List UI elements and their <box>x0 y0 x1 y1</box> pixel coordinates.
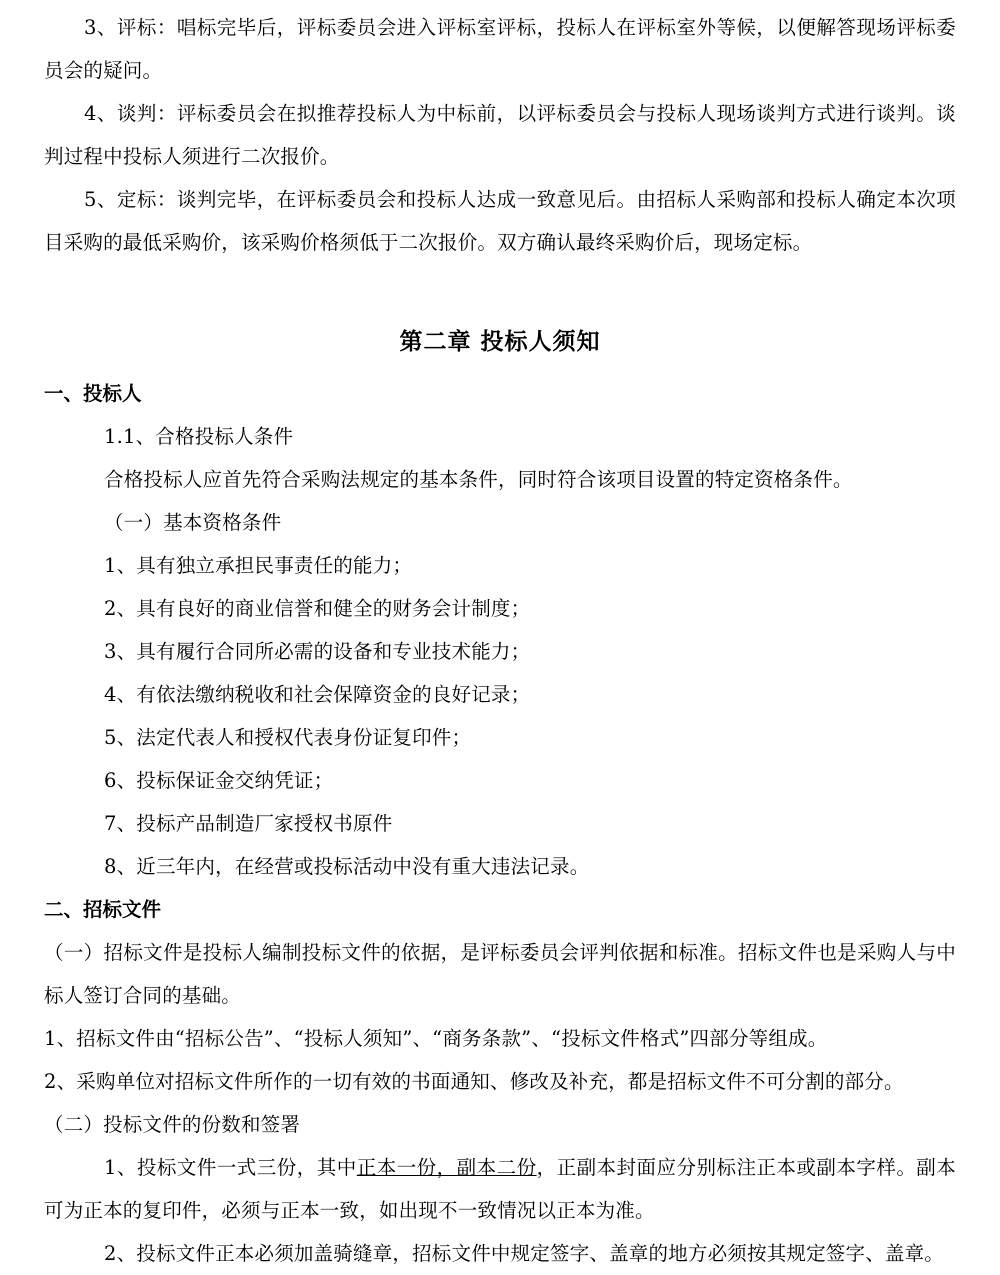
clause-basic-6: 6、投标保证金交纳凭证； <box>104 769 334 792</box>
clause-qualified-bidder: 合格投标人应首先符合采购法规定的基本条件，同时符合该项目设置的特定资格条件。 <box>104 468 853 491</box>
clause-copies-1 <box>44 1146 956 1232</box>
clause-copies-1-underlined: 正本一份，副本二份 <box>356 1156 537 1179</box>
section-heading-bidder: 一、投标人 <box>44 382 142 405</box>
clause-basic-5: 5、法定代表人和授权代表身份证复印件； <box>104 726 472 749</box>
paragraph-item-4: 4、谈判：评标委员会在拟推荐投标人为中标前，以评标委员会与投标人现场谈判方式进行谈判。谈判过程中投标人须进行二次报价。 <box>44 102 956 168</box>
clause-basic-4: 4、有依法缴纳税收和社会保障资金的良好记录； <box>104 683 531 706</box>
chapter-title: 第二章 投标人须知 <box>399 328 601 355</box>
section-heading-tender-documents: 二、招标文件 <box>44 898 162 921</box>
clause-basic-qualification-heading: （一）基本资格条件 <box>104 511 282 534</box>
clause-copies-2-prefix: 2、投标文件正本必须加盖骑缝章，招标文件中规定签字、盖章的地方必须按其规定签字、盖章。 <box>104 1242 945 1265</box>
clause-basic-7: 7、投标产品制造厂家授权书原件 <box>104 812 393 835</box>
section-spacer <box>44 264 956 320</box>
title-spacer <box>44 364 956 372</box>
clause-tender-doc-basis: （一）招标文件是投标人编制投标文件的依据，是评标委员会评判依据和标准。招标文件也是采购人与中标人签订合同的基础。 <box>44 941 956 1007</box>
clause-basic-3: 3、具有履行合同所必需的设备和专业技术能力； <box>104 640 531 663</box>
clause-copies-heading: （二）投标文件的份数和签署 <box>44 1113 301 1136</box>
clause-basic-1: 1、具有独立承担民事责任的能力； <box>104 554 413 577</box>
clause-basic-2: 2、具有良好的商业信誉和健全的财务会计制度； <box>104 597 531 620</box>
clause-copies-2 <box>44 1232 956 1275</box>
clause-tender-doc-2: 2、采购单位对招标文件所作的一切有效的书面通知、修改及补充，都是招标文件不可分割的部分。 <box>44 1070 904 1093</box>
clause-tender-doc-1: 1、招标文件由“招标公告”、“投标人须知”、“商务条款”、“投标文件格式”四部分等组成。 <box>44 1027 828 1050</box>
clause-copies-1-suffix: ，正副本封面应分别标注正本或副本字样。副本可为正本的复印件，必须与正本一致，如出现不一致情况以正本为准。 <box>44 1156 956 1222</box>
clause-copies-1-prefix: 1、投标文件一式三份，其中 <box>104 1156 357 1179</box>
clause-1-1: 1.1、合格投标人条件 <box>104 425 294 448</box>
paragraph-item-3: 3、评标：唱标完毕后，评标委员会进入评标室评标，投标人在评标室外等候，以便解答现场评标委员会的疑问。 <box>44 16 956 82</box>
clause-basic-8: 8、近三年内，在经营或投标活动中没有重大违法记录。 <box>104 855 590 878</box>
paragraph-item-5: 5、定标：谈判完毕，在评标委员会和投标人达成一致意见后。由招标人采购部和投标人确定本次项目采购的最低采购价，该采购价格须低于二次报价。双方确认最终采购价后，现场定标。 <box>44 188 956 254</box>
